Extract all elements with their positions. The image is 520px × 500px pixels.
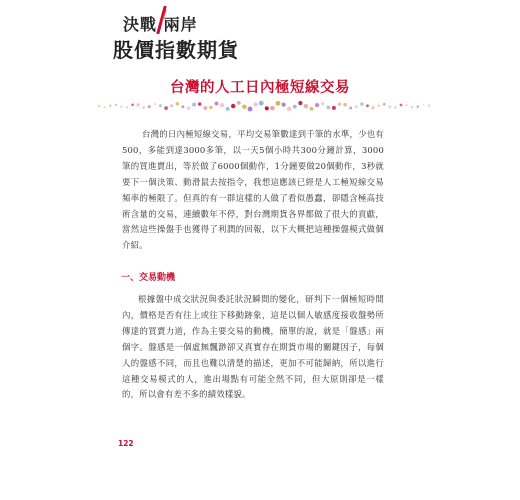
divider-dot (176, 102, 180, 106)
divider-dot (270, 106, 275, 111)
divider-dot (388, 105, 391, 108)
series-name-bottom: 股價指數期貨 (113, 38, 239, 62)
divider-dot (293, 105, 297, 109)
divider-dot (248, 107, 253, 112)
divider-dot (315, 103, 319, 107)
divider-dot (198, 102, 201, 105)
decorative-dot-divider (96, 100, 432, 112)
divider-dot (259, 101, 264, 106)
divider-dot (304, 104, 309, 109)
divider-dot (349, 107, 352, 110)
series-name-top: 決戰 兩岸 (123, 15, 198, 34)
divider-dot (394, 106, 396, 108)
divider-dot (360, 102, 364, 106)
divider-dot (187, 106, 191, 110)
divider-dot (120, 105, 123, 108)
divider-dot (400, 104, 403, 107)
divider-dot (422, 104, 424, 106)
divider-dot (406, 104, 408, 106)
divider-dot (154, 103, 156, 105)
divider-dot (142, 106, 145, 109)
divider-dot (203, 106, 207, 110)
divider-dot (181, 105, 184, 108)
divider-dot (326, 106, 330, 110)
divider-dot (131, 104, 134, 107)
divider-dot (226, 107, 230, 111)
divider-dot (265, 106, 269, 110)
divider-dot (282, 103, 286, 107)
divider-dot (321, 102, 324, 105)
divider-dot (98, 105, 100, 107)
divider-dot (332, 106, 336, 110)
divider-dot (231, 104, 235, 108)
divider-dot (343, 103, 347, 107)
divider-dot (242, 105, 246, 109)
divider-dot (220, 103, 225, 108)
divider-dot (164, 106, 168, 110)
divider-dot (137, 103, 140, 106)
divider-dot (355, 105, 358, 108)
divider-dot (115, 104, 117, 106)
divider-dot (411, 106, 413, 108)
divider-dot (109, 104, 112, 107)
divider-dot (378, 105, 380, 107)
divider-dot (372, 106, 375, 109)
divider-dot (298, 101, 302, 105)
section-heading: 一、交易動機 (121, 273, 176, 283)
divider-dot (383, 103, 386, 106)
divider-dot (428, 105, 430, 107)
divider-dot (209, 106, 212, 109)
divider-dot (287, 107, 292, 112)
page-number: 122 (118, 439, 134, 448)
divider-dot (416, 105, 419, 108)
series-logo (113, 12, 263, 70)
divider-dot (276, 101, 281, 106)
section-paragraph: 根據盤中成交狀況與委託狀況瞬間的變化，研判下一個極短時間內，價格是否有往上或往下移動跡象，這是以個人敏感度接收盤勢所傳達的買賣力道，作為主要交易的動機，簡單的說，就是「盤感」兩個字。盤感是一個虛無飄渺卻又真實存在期貨市場的關鍵因子，每個人的盤感不同，而且也難以清楚的描述，更加不可能歸納，所以進行這種交易模式的人，進出場點有可能全然不同，但大原則卻是一樣的，所以會有差不多的績效樣貌。 (122, 294, 384, 400)
divider-dot (104, 106, 106, 108)
divider-dot (148, 105, 151, 108)
divider-dot (159, 104, 162, 107)
divider-dot (338, 103, 341, 106)
divider-dot (170, 104, 173, 107)
slash-mark-icon (154, 6, 168, 34)
divider-dot (253, 102, 257, 106)
divider-dot (215, 102, 219, 106)
chapter-title: 台灣的人工日內極短線交易 (170, 80, 350, 96)
divider-dot (366, 104, 369, 107)
divider-dot (192, 103, 196, 107)
divider-dot (126, 106, 128, 108)
intro-paragraph: 台灣的日內極短線交易，平均交易筆數達到千筆的水準，少也有500，多能到達3000多筆，以一天5個小時共300分鐘計算，3000筆的買進賣出，等於做了6000個動作，1分鐘要做20個動作，3秒就要下一個決策、動滑鼠去按指令，我想這應該已經是人工極短線交易頻率的極限了。但真的有一群這樣的人做了看似愚蠢，卻隱含極高技術含量的交易，連續數年不停，對台灣期貨各界都做了很大的貢獻，當然這些操盤手也獲得了利潤的回報，以下大概把這種操盤模式做個介紹。 (122, 129, 384, 251)
divider-dot (237, 101, 241, 105)
divider-dot (310, 107, 314, 111)
